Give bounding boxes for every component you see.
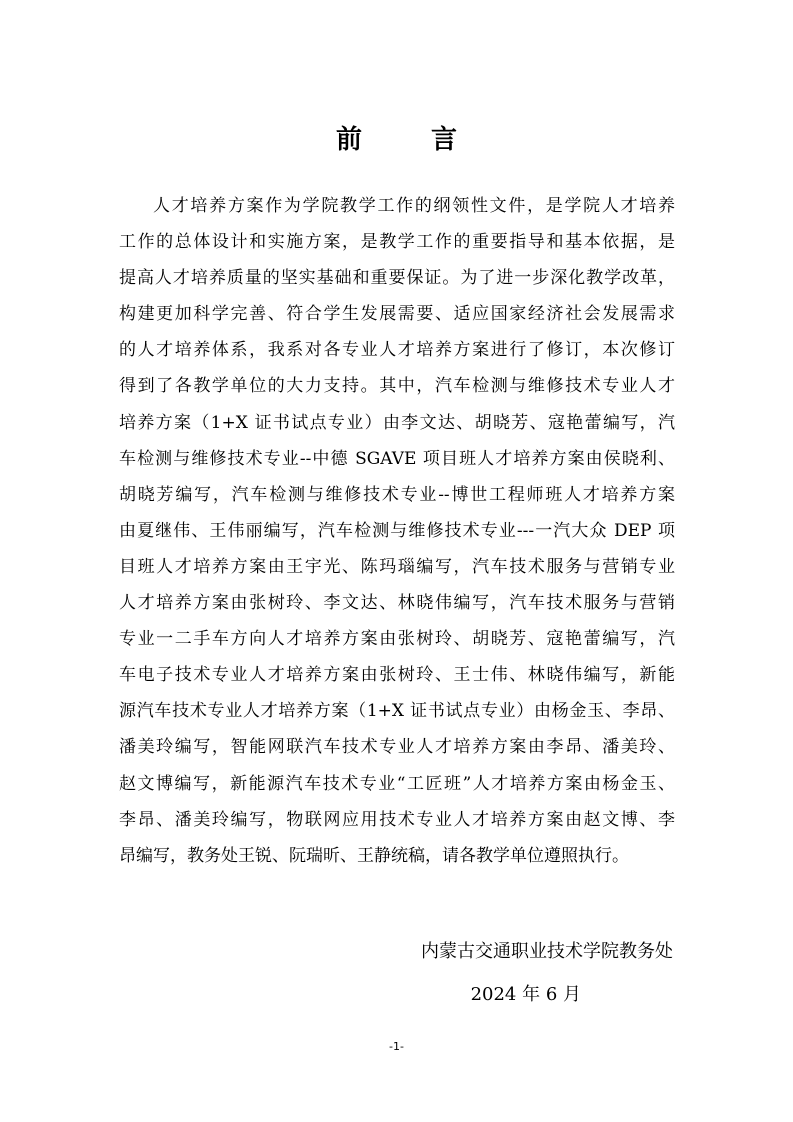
signature-date: 2024 年 6 月 xyxy=(470,984,581,1005)
body-line: 得到了各教学单位的大力支持。其中，汽车检测与维修技术专业人才 xyxy=(119,376,675,397)
body-line: 目班人才培养方案由王宇光、陈玛瑙编写，汽车技术服务与营销专业 xyxy=(119,556,675,577)
body-line: 胡晓芳编写，汽车检测与维修技术专业--博世工程师班人才培养方案 xyxy=(119,484,675,505)
body-line: 昂编写，教务处王锐、阮瑞昕、王静统稿，请各教学单位遵照执行。 xyxy=(119,845,629,866)
body-line: 李昂、潘美玲编写，物联网应用技术专业人才培养方案由赵文博、李 xyxy=(119,809,675,830)
body-line: 潘美玲编写，智能网联汽车技术专业人才培养方案由李昂、潘美玲、 xyxy=(119,737,675,758)
body-line: 车检测与维修技术专业--中德 SGAVE 项目班人才培养方案由侯晓利、 xyxy=(119,448,675,469)
body-line: 人才培养方案由张树玲、李文达、林晓伟编写，汽车技术服务与营销 xyxy=(119,593,675,614)
body-line: 车电子技术专业人才培养方案由张树玲、王士伟、林晓伟编写，新能 xyxy=(119,665,675,686)
body-line: 工作的总体设计和实施方案，是教学工作的重要指导和基本依据，是 xyxy=(119,232,675,253)
body-line: 培养方案（1+X 证书试点专业）由李文达、胡晓芳、寇艳蕾编写，汽 xyxy=(119,412,675,433)
body-line: 源汽车技术专业人才培养方案（1+X 证书试点专业）由杨金玉、李昂、 xyxy=(119,701,675,722)
body-line: 提高人才培养质量的坚实基础和重要保证。为了进一步深化教学改革， xyxy=(119,268,675,289)
signature-organization: 内蒙古交通职业技术学院教务处 xyxy=(421,941,673,962)
page-number: -1- xyxy=(389,1040,404,1053)
body-line: 的人才培养体系，我系对各专业人才培养方案进行了修订，本次修订 xyxy=(119,340,675,361)
body-line: 由夏继伟、王伟丽编写，汽车检测与维修技术专业---一汽大众 DEP 项 xyxy=(119,520,675,541)
body-line: 人才培养方案作为学院教学工作的纲领性文件，是学院人才培养 xyxy=(153,196,675,216)
page-title: 前 言 xyxy=(335,125,488,155)
body-line: 构建更加科学完善、符合学生发展需要、适应国家经济社会发展需求 xyxy=(119,304,675,325)
body-line: 专业一二手车方向人才培养方案由张树玲、胡晓芳、寇艳蕾编写，汽 xyxy=(119,629,675,650)
body-line: 赵文博编写，新能源汽车技术专业“工匠班”人才培养方案由杨金玉、 xyxy=(119,773,675,794)
preface-body xyxy=(119,188,675,874)
